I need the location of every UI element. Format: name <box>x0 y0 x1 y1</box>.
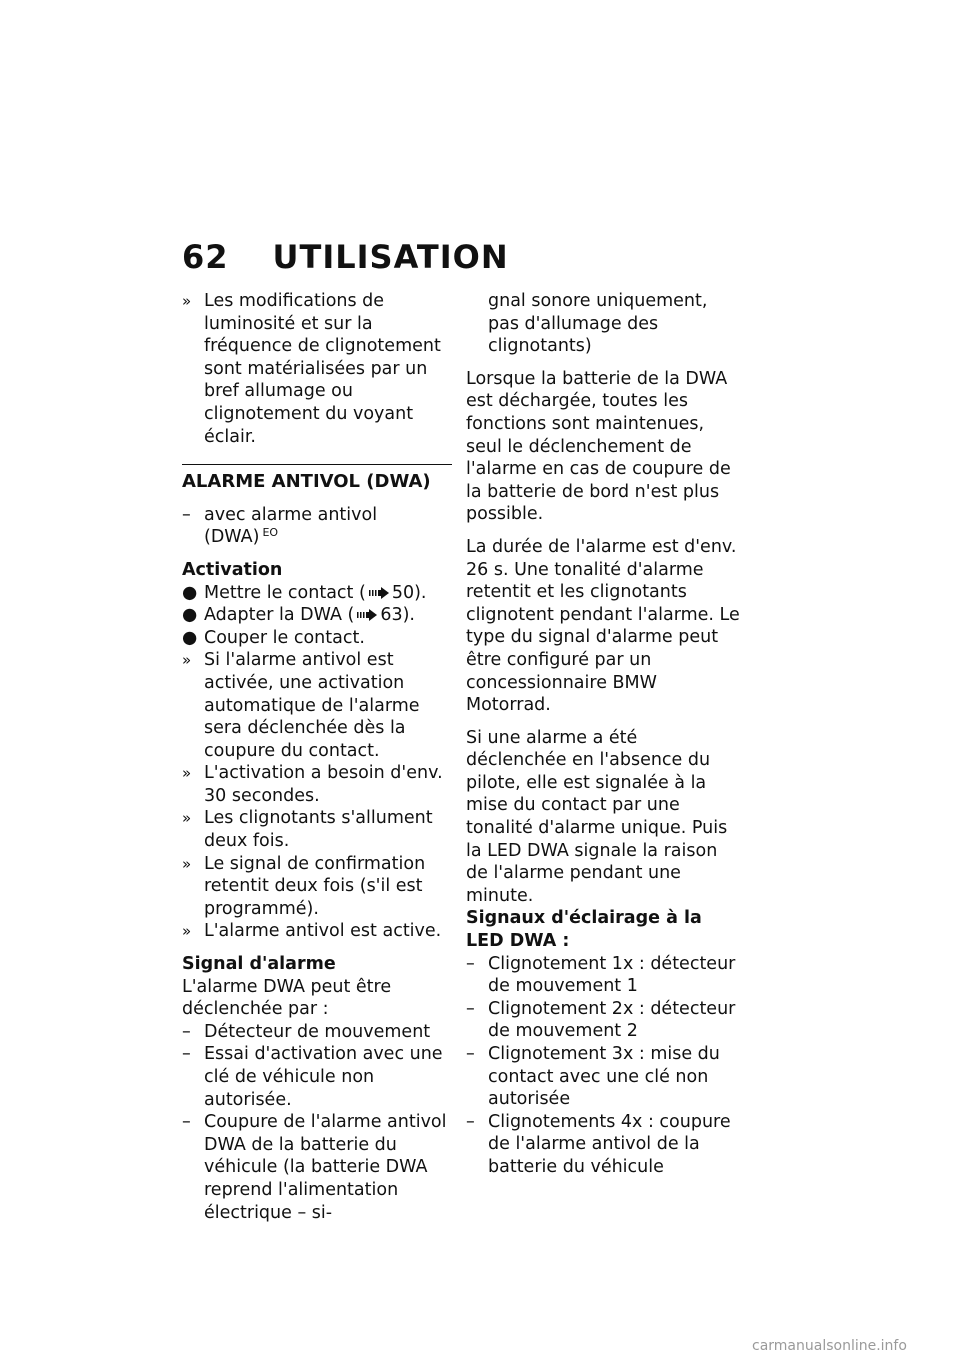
left-column <box>182 290 452 1224</box>
result-item <box>182 853 452 921</box>
result-item-intro <box>182 290 452 448</box>
page-number: 62 <box>182 238 229 276</box>
result-marker: » <box>182 764 192 783</box>
result-text: Le signal de confirmation retentit deux fois (s'il est programmé). <box>204 853 426 919</box>
led-heading: Signaux d'éclairage à la LED DWA : <box>466 908 702 952</box>
led-signal-text: Clignotements 4x : coupure de l'alarme antivol de la batterie du véhicule <box>488 1111 731 1177</box>
result-item <box>182 807 452 852</box>
trigger-item <box>182 1043 452 1111</box>
battery-paragraph: Lorsque la batterie de la DWA est déchargée, toutes les fonctions sont maintenues, seul le déclenchement de l'alarme en cas de coupure de la batterie de bord n'est plus possible. <box>466 368 731 525</box>
led-signal-text: Clignotement 3x : mise du contact avec une clé non autorisée <box>488 1044 720 1110</box>
trigger-item <box>182 1021 452 1044</box>
equipment-code: EO <box>262 526 279 540</box>
signal-intro: L'alarme DWA peut être déclenchée par : <box>182 976 392 1020</box>
absence-paragraph: Si une alarme a été déclenchée en l'absence du pilote, elle est signalée à la mise du contact par une tonalité d'alarme unique. Puis la LED DWA signale la raison de l'alarme pendant une minute. <box>466 727 728 906</box>
trigger-text: Coupure de l'alarme antivol DWA de la batterie du véhicule (la batterie DWA reprend l'alimentation électrique – si- <box>204 1112 447 1223</box>
duration-paragraph: La durée de l'alarme est d'env. 26 s. Une tonalité d'alarme retentit et les clignotants clignotent pendant l'alarme. Le type du signal d'alarme peut être configuré par un concessionnaire BMW Motorrad. <box>466 536 740 716</box>
dash-marker: – <box>466 1111 475 1132</box>
section-title: ALARME ANTIVOL (DWA) <box>182 471 431 493</box>
activation-heading: Activation <box>182 559 283 580</box>
dash-marker: – <box>182 1112 191 1133</box>
page-title: UTILISATION <box>272 238 509 276</box>
dash-marker: – <box>466 998 475 1019</box>
step-item <box>182 582 452 605</box>
dash-marker: – <box>182 1044 191 1065</box>
intro-text: Les modifications de luminosité et sur la fréquence de clignotement sont matérialisées par un bref allumage ou clignotement du voyant éclair. <box>204 291 441 447</box>
dash-marker: – <box>466 1044 475 1064</box>
equipment-line <box>182 504 452 549</box>
step-item <box>182 604 452 627</box>
result-item <box>182 762 452 807</box>
step-item <box>182 627 452 650</box>
dash-marker: – <box>182 1021 191 1042</box>
step-marker: ● <box>182 605 198 626</box>
result-item <box>182 649 452 762</box>
section-divider <box>182 464 452 465</box>
step-ref: 50). <box>391 582 427 603</box>
led-signal-text: Clignotement 1x : détecteur de mouvement 1 <box>488 953 736 997</box>
led-signal-item <box>466 1043 742 1111</box>
right-column <box>466 290 742 1179</box>
step-text: Adapter la DWA ( <box>204 605 355 626</box>
result-text: Si l'alarme antivol est activée, une activation automatique de l'alarme sera déclenchée dès la coupure du contact. <box>204 650 420 761</box>
page-reference-arrow-icon <box>369 587 389 599</box>
trigger-item-continued <box>466 290 742 358</box>
step-text: Couper le contact. <box>204 627 365 648</box>
trigger-text: gnal sonore uniquement, pas d'allumage des clignotants) <box>488 291 708 357</box>
step-marker: ● <box>182 627 198 648</box>
trigger-item <box>182 1111 452 1224</box>
trigger-text: Détecteur de mouvement <box>204 1021 431 1042</box>
trigger-text: Essai d'activation avec une clé de véhicule non autorisée. <box>204 1044 443 1110</box>
led-signal-item <box>466 998 742 1043</box>
step-marker: ● <box>182 582 198 603</box>
led-signal-text: Clignotement 2x : détecteur de mouvement 2 <box>488 998 736 1042</box>
result-text: Les clignotants s'allument deux fois. <box>204 808 433 852</box>
result-marker: » <box>182 651 192 670</box>
result-marker: » <box>182 854 192 873</box>
led-signal-item <box>466 953 742 998</box>
equipment-text: avec alarme antivol (DWA) <box>204 504 378 548</box>
result-marker: » <box>182 809 192 828</box>
result-marker: » <box>182 292 192 310</box>
signal-heading: Signal d'alarme <box>182 954 336 975</box>
dash-marker: – <box>182 504 191 525</box>
dash-marker: – <box>466 953 475 974</box>
page-reference-arrow-icon <box>357 609 377 621</box>
result-item <box>182 920 452 943</box>
step-text: Mettre le contact ( <box>204 582 366 603</box>
led-signal-item <box>466 1111 742 1179</box>
step-ref: 63). <box>380 605 415 626</box>
watermark: carmanualsonline.info <box>752 1338 907 1354</box>
page-header <box>182 238 509 276</box>
result-text: L'alarme antivol est active. <box>204 921 442 942</box>
result-text: L'activation a besoin d'env. 30 secondes. <box>204 763 443 806</box>
result-marker: » <box>182 922 192 941</box>
